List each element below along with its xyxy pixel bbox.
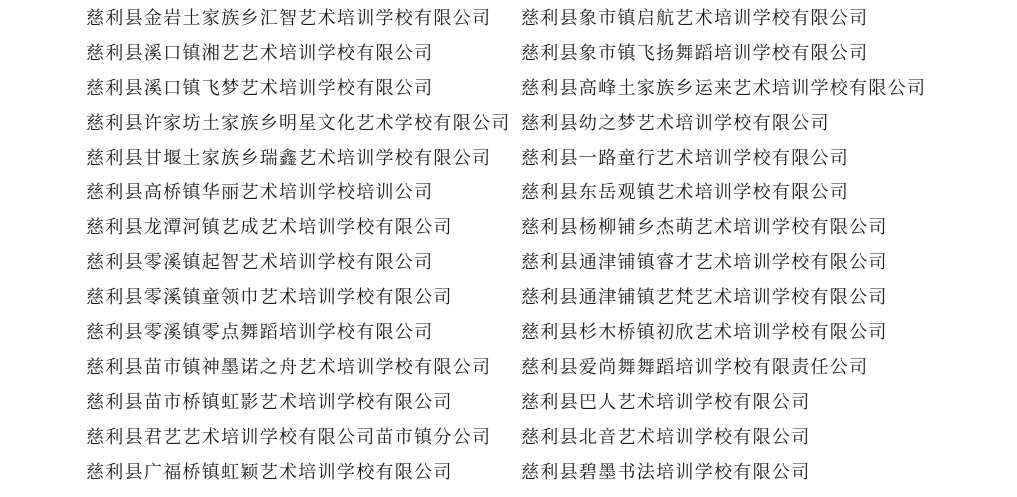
list-item: 慈利县杉木桥镇初欣艺术培训学校有限公司 bbox=[521, 322, 888, 344]
list-item: 慈利县苗市镇神墨诺之舟艺术培训学校有限公司 bbox=[86, 356, 492, 378]
list-item: 慈利县龙潭河镇艺成艺术培训学校有限公司 bbox=[86, 217, 453, 239]
list-item: 慈利县象市镇飞扬舞蹈培训学校有限公司 bbox=[521, 42, 869, 64]
list-item: 慈利县零溪镇童领巾艺术培训学校有限公司 bbox=[86, 287, 453, 309]
list-item: 慈利县苗市桥镇虹影艺术培训学校有限公司 bbox=[86, 391, 453, 413]
list-item: 慈利县溪口镇飞梦艺术培训学校有限公司 bbox=[86, 77, 434, 99]
list-item: 慈利县北音艺术培训学校有限公司 bbox=[521, 426, 811, 448]
list-item: 慈利县零溪镇零点舞蹈培训学校有限公司 bbox=[86, 322, 434, 344]
list-item: 慈利县碧墨书法培训学校有限公司 bbox=[521, 461, 811, 483]
list-item: 慈利县象市镇启航艺术培训学校有限公司 bbox=[521, 8, 869, 29]
list-item: 慈利县金岩土家族乡汇智艺术培训学校有限公司 bbox=[86, 8, 492, 29]
list-item: 慈利县东岳观镇艺术培训学校有限公司 bbox=[521, 182, 850, 204]
company-list-left bbox=[86, 4, 511, 492]
list-item: 慈利县巴人艺术培训学校有限公司 bbox=[521, 391, 811, 413]
list-item: 慈利县幼之梦艺术培训学校有限公司 bbox=[521, 112, 830, 134]
list-item: 慈利县杨柳铺乡杰萌艺术培训学校有限公司 bbox=[521, 217, 888, 239]
list-item: 慈利县高峰土家族乡运来艺术培训学校有限公司 bbox=[521, 77, 927, 99]
list-item: 慈利县通津铺镇艺梵艺术培训学校有限公司 bbox=[521, 287, 888, 309]
list-item: 慈利县广福桥镇虹颖艺术培训学校有限公司 bbox=[86, 461, 453, 483]
list-item: 慈利县通津铺镇睿才艺术培训学校有限公司 bbox=[521, 252, 888, 274]
company-list-right bbox=[521, 4, 1001, 492]
list-item: 慈利县一路童行艺术培训学校有限公司 bbox=[521, 147, 850, 169]
list-item: 慈利县甘堰土家族乡瑞鑫艺术培训学校有限公司 bbox=[86, 147, 492, 169]
list-item: 慈利县君艺艺术培训学校有限公司苗市镇分公司 bbox=[86, 426, 492, 448]
list-item: 慈利县高桥镇华丽艺术培训学校培训公司 bbox=[86, 182, 434, 204]
list-item: 慈利县溪口镇湘艺艺术培训学校有限公司 bbox=[86, 42, 434, 64]
list-item: 慈利县许家坊土家族乡明星文化艺术学校有限公司 bbox=[86, 112, 511, 134]
list-item: 慈利县爱尚舞舞蹈培训学校有限责任公司 bbox=[521, 356, 869, 378]
list-item: 慈利县零溪镇起智艺术培训学校有限公司 bbox=[86, 252, 434, 274]
